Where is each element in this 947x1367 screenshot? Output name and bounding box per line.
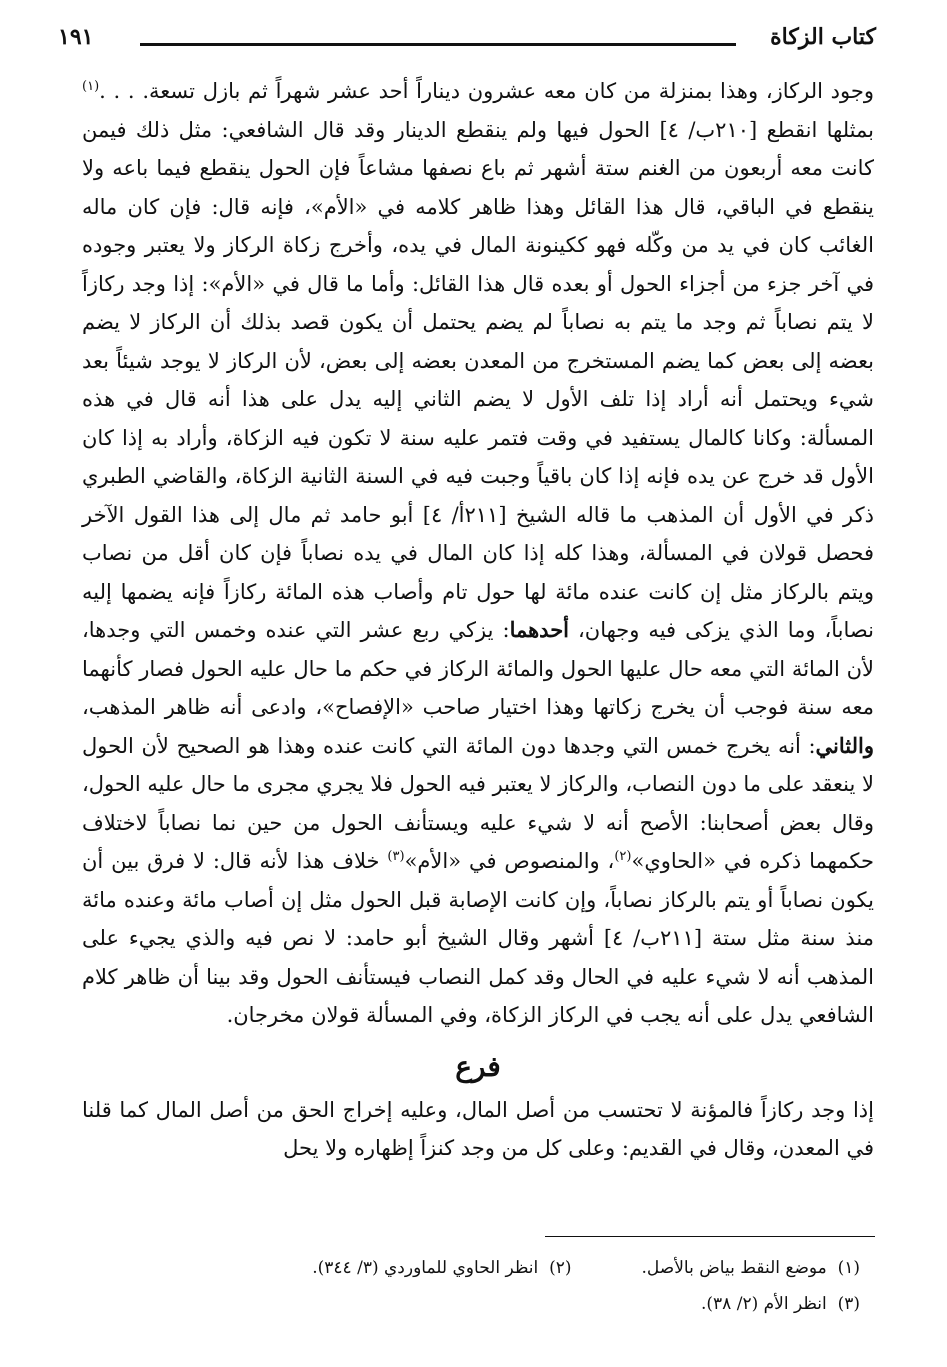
paragraph-2: إذا وجد ركازاً فالمؤنة لا تحتسب من أصل المال، وعليه إخراج الحق من أصل المال كما قلنا في المعدن، وقال في القديم: وعلى كل من وجد كنزاً إظهاره ولا يحل — [82, 1097, 874, 1160]
footnote-text: انظر الحاوي للماوردي (٣/ ٣٤٤). — [312, 1258, 539, 1278]
footnote-ref-2: (٢) — [614, 849, 632, 864]
chapter-title: كتاب الزكاة — [770, 24, 876, 50]
footnote-row — [100, 1250, 860, 1286]
paragraph-1 — [82, 72, 874, 1035]
main-text — [82, 72, 874, 1168]
footnotes — [100, 1250, 860, 1322]
footnote-2 — [312, 1250, 571, 1286]
text-run: وجود الركاز، وهذا بمنزلة من كان معه عشرون ديناراً أحد عشر شهراً ثم بازل تسعة. . . . — [99, 79, 874, 103]
footnote-number: (٢) — [549, 1258, 572, 1278]
term-first-view: أحدهما — [509, 617, 570, 642]
footnote-ref-1: (١) — [82, 79, 100, 94]
footnote-row — [100, 1286, 860, 1322]
header-rule — [140, 43, 736, 46]
footnote-text: موضع النقط بياض بالأصل. — [641, 1258, 827, 1278]
page-number: ١٩١ — [58, 24, 94, 50]
text-run: ، والمنصوص في «الأم» — [404, 849, 615, 873]
footnote-text: انظر الأم (٢/ ٣٨). — [701, 1294, 827, 1314]
text-run: بمثلها انقطع [٢١٠ب/ ٤] الحول فيها ولم ينقطع الدينار وقد قال الشافعي: مثل ذلك فيمن كانت معه أربعون من الغنم ستة أشهر ثم باع نصفها مشاعاً فإن الحول ينقطع فيما باعه ولا ينقطع في الباقي، قال هذا القائل وهذا ظاهر كلامه في «الأم»، فإنه قال: فإن كان ماله الغائب كان في يد من وكّله فهو ككينونة المال في يده، وأخرج زكاة الركاز ولا يعتبر وجوده في آخر جزء من أجزاء الحول أو بعده قال هذا القائل: وأما ما قال في «الأم»: إذا وجد ركازاً لا يتم نصاباً ثم وجد ما يتم به نصاباً لم يضم يحتمل أن يكون قصد بذلك أن الركاز لا يضم بعضه إلى بعض كما يضم المستخرج من المعدن بعضه إلى بعض، لأن الركاز لا يوجد شيئاً بعد شيء ويحتمل أنه أراد إذا تلف الأول لا يضم الثاني إليه يدل على هذا أنه قال في هذه المسألة: وكانا كالمال يستفيد في وقت فتمر عليه سنة لا تكون فيه الزكاة، وأراد به إذا كان الأول قد خرج عن يده فإنه إذا كان باقياً وجبت فيه في السنة الثانية الزكاة، والقاضي الطبري ذكر في الأول أن المذهب ما قاله الشيخ [٢١١أ/ ٤] أبو حامد ثم مال إلى هذا القول الآخر فحصل قولان في المسألة، وهذا كله إذا كان المال في يده نصاباً فإن كان أقل من نصاب ويتم بالركاز مثل إن كانت عنده مائة لها حول تام وأصاب هذه المائة ركازاً فإنه يضمها إليه نصاباً، وما الذي يزكى فيه وجهان، — [82, 117, 874, 642]
text-run: : أنه يخرج خمس التي وجدها دون المائة التي كانت عنده وهذا هو الصحيح لأن الحول لا ينعقد على ما دون النصاب، والركاز لا يعتبر فيه الحول فلا يجري مجرى ما حال عليه الحول، وقال بعض أصحابنا: الأصح أنه لا شيء عليه ويستأنف الحول من حين نما نصاباً لاختلاف حكمهما ذكره في «الحاوي» — [82, 733, 875, 873]
footnote-3 — [701, 1286, 860, 1322]
footnote-divider — [545, 1236, 875, 1237]
footnote-number: (١) — [837, 1258, 860, 1278]
page-header — [58, 18, 876, 58]
text-run: خلاف هذا لأنه قال: لا فرق بين أن يكون نصاباً أو يتم بالركاز نصاباً، وإن كانت الإصابة قبل الحول مثل إن أصاب مائة وعنده مائة منذ سنة مثل ستة [٢١١ب/ ٤] أشهر وقال الشيخ أبو حامد: لا نص فيه والذي يجيء على المذهب أنه لا شيء عليه في الحال وقد كمل النصاب فيستأنف الحول وقد بينا أن ظاهر كلام الشافعي يدل على أنه يجب في الركاز الزكاة، وفي المسألة قولان مخرجان. — [82, 849, 874, 1027]
footnote-1 — [642, 1250, 861, 1286]
footnote-number: (٣) — [837, 1294, 860, 1314]
section-heading: فرع — [455, 1049, 501, 1083]
text-run: : يزكي ربع عشر التي عنده وخمس التي وجدها، لأن المائة التي معه حال عليها الحول والمائة الركاز في حكم ما حال عليه الحول فصار كأنهما معه سنة فوجب أن يخرج زكاتها وهذا اختيار صاحب «الإفصاح»، وادعى أنه ظاهر المذهب، — [82, 618, 874, 719]
term-second-view: والثاني — [815, 732, 874, 758]
footnote-ref-3: (٣) — [387, 849, 405, 864]
